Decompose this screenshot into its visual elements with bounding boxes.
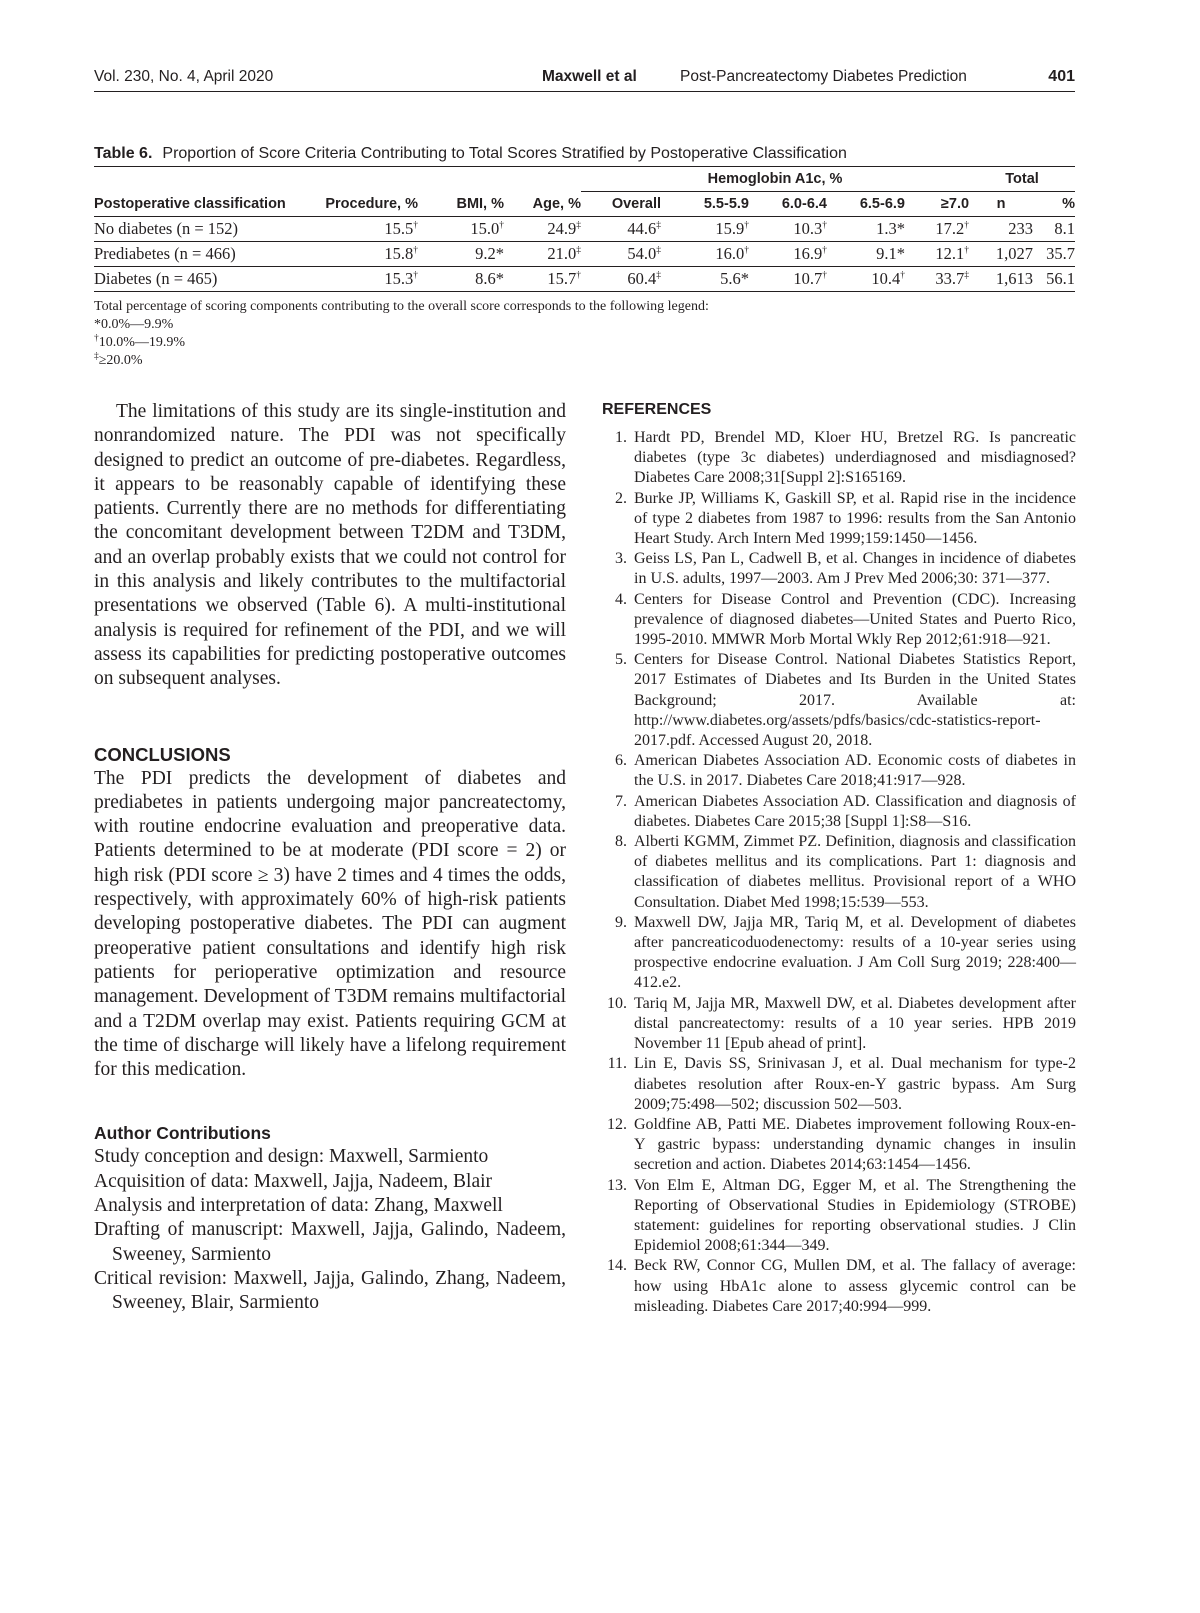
- table-caption-text: Proportion of Score Criteria Contributing to Total Scores Stratified by Postoperative Classification: [162, 145, 847, 162]
- cell-value: 35.7: [1046, 244, 1076, 263]
- contribution-item: Study conception and design: Maxwell, Sarmiento: [94, 1146, 489, 1168]
- reference-item: [602, 1115, 1076, 1176]
- footnote-double-dagger-text: ≥20.0%: [98, 353, 143, 368]
- cell-value: 15.5: [384, 219, 414, 238]
- cell-value: 233: [1008, 219, 1034, 238]
- table-cell: [661, 267, 749, 292]
- significance-marker: †: [900, 270, 905, 281]
- significance-marker: †: [822, 245, 827, 256]
- cell-value: 9.1*: [876, 244, 905, 263]
- reference-item: [602, 1054, 1076, 1115]
- table-cell: [418, 217, 504, 242]
- cell-value: 24.9: [547, 219, 577, 238]
- reference-item: [602, 549, 1076, 589]
- table-cell: [581, 242, 661, 267]
- table-cell: [749, 267, 827, 292]
- reference-number: 10.: [607, 994, 627, 1012]
- significance-marker: †: [744, 245, 749, 256]
- cell-value: 33.7: [935, 269, 965, 288]
- table-cell: [504, 267, 581, 292]
- reference-number: 3.: [615, 550, 627, 568]
- references-heading: REFERENCES: [602, 401, 712, 418]
- reference-number: 1.: [615, 429, 627, 446]
- cell-value: 12.1: [935, 244, 965, 263]
- reference-number: 14.: [607, 1257, 627, 1275]
- reference-number: 6.: [615, 752, 627, 770]
- page-number: 401: [1048, 68, 1075, 85]
- reference-list: [602, 428, 1076, 1317]
- total-group-header: Total: [969, 167, 1075, 192]
- significance-marker: †: [413, 270, 418, 281]
- table-cell: [301, 267, 418, 292]
- reference-number: 7.: [615, 792, 627, 810]
- table-cell: [301, 242, 418, 267]
- cell-value: 56.1: [1046, 269, 1076, 288]
- footnote-dagger-text: 10.0%—19.9%: [98, 335, 186, 350]
- cell-value: 1,613: [995, 269, 1034, 288]
- table-row: [94, 242, 1075, 267]
- row-label: Diabetes (n = 465): [94, 267, 301, 292]
- column-header: n: [969, 192, 1033, 217]
- footnote-star: *0.0%—9.9%: [94, 317, 174, 332]
- table-cell: [969, 242, 1033, 267]
- reference-text: Alberti KGMM, Zimmet PZ. Definition, diagnosis and classification of diabetes mellitus and its complications. Part 1: diagnosis and classification of diabetes mellitus. Provisional report of a WHO Consultation. Diabet Med 1998;15:539—553.: [634, 833, 1076, 911]
- table-cell: [969, 267, 1033, 292]
- reference-number: 4.: [615, 590, 627, 608]
- running-header: [94, 68, 1075, 90]
- reference-number: 2.: [615, 489, 627, 507]
- reference-number: 13.: [607, 1176, 627, 1194]
- cell-value: 16.0: [715, 244, 745, 263]
- footnote-double-dagger: [94, 352, 1075, 370]
- column-header: Postoperative classification: [94, 192, 301, 217]
- author-contributions-heading: Author Contributions: [94, 1123, 271, 1144]
- reference-number: 11.: [607, 1055, 627, 1073]
- column-header: %: [1033, 192, 1075, 217]
- table-cell: [827, 242, 905, 267]
- significance-marker: ‡: [656, 220, 661, 231]
- significance-marker: †: [576, 270, 581, 281]
- table-body: [94, 217, 1075, 292]
- reference-item: [602, 1176, 1076, 1257]
- reference-text: Maxwell DW, Jajja MR, Tariq M, et al. Development of diabetes after pancreaticoduodenectomy: results of a 10-year series using prospective endocrine evaluation. J Am Coll Surg 2019; 228:400—412.e2.: [634, 913, 1076, 992]
- table-cell: [301, 217, 418, 242]
- reference-item: [602, 832, 1076, 913]
- conclusions-heading: CONCLUSIONS: [94, 743, 231, 765]
- table-cell: [418, 267, 504, 292]
- cell-value: 21.0: [547, 244, 577, 263]
- reference-item: [602, 590, 1076, 651]
- column-header: Procedure, %: [301, 192, 418, 217]
- hemoglobin-group-header: Hemoglobin A1c, %: [581, 167, 969, 192]
- cell-value: 1,027: [995, 244, 1034, 263]
- table-6: [94, 144, 1075, 370]
- journal-issue: Vol. 230, No. 4, April 2020: [94, 68, 274, 85]
- reference-number: 9.: [615, 913, 627, 931]
- column-header: 6.5-6.9: [827, 192, 905, 217]
- significance-marker: ‡: [576, 245, 581, 256]
- reference-item: [602, 751, 1076, 791]
- row-label: No diabetes (n = 152): [94, 217, 301, 242]
- dagger-symbol: †: [94, 333, 99, 344]
- limitations-paragraph: The limitations of this study are its single-institution and nonrandomized nature. The PDI was not specifically designed to predict an outcome of pre-diabetes. Regardless, it appears to be reasonably capable of identifying these patients. Currently there are no methods for differentiating the concomitant development between T2DM and T3DM, and an overlap probably exists that we could not control for in this analysis and likely contributes to the multifactorial presentations we observed (Table 6). A multi-institutional analysis is required for refinement of the PDI, and we will assess its capabilities for predicting postoperative outcomes on subsequent analyses.: [94, 401, 566, 690]
- reference-text: Centers for Disease Control and Prevention (CDC). Increasing prevalence of diagnosed diabetes—United States and Puerto Rico, 1995-2010. MMWR Morb Mortal Wkly Rep 2012;61:918—921.: [634, 590, 1076, 649]
- cell-value: 15.9: [715, 219, 745, 238]
- reference-text: Burke JP, Williams K, Gaskill SP, et al. Rapid rise in the incidence of type 2 diabetes from 1987 to 1996: results from the San Antonio Heart Study. Arch Intern Med 1999;159:1450—1456.: [634, 489, 1076, 548]
- running-authors: Maxwell et al: [542, 68, 637, 85]
- reference-item: [602, 913, 1076, 994]
- table-cell: [905, 242, 969, 267]
- reference-text: Beck RW, Connor CG, Mullen DM, et al. The fallacy of average: how using HbA1c alone to assess glycemic control can be misleading. Diabetes Care 2017;40:994—999.: [634, 1257, 1076, 1315]
- table-row: [94, 217, 1075, 242]
- significance-marker: †: [413, 245, 418, 256]
- reference-text: Hardt PD, Brendel MD, Kloer HU, Bretzel RG. Is pancreatic diabetes (type 3c diabetes) underdiagnosed and misdiagnosed? Diabetes Care 2008;31[Suppl 2]:S165169.: [634, 429, 1076, 487]
- reference-text: Geiss LS, Pan L, Cadwell B, et al. Changes in incidence of diabetes in U.S. adults, 1997—2003. Am J Prev Med 2006;30: 371—377.: [634, 550, 1076, 588]
- data-table: [94, 166, 1075, 292]
- reference-item: [602, 428, 1076, 489]
- cell-value: 10.4: [871, 269, 901, 288]
- reference-text: Centers for Disease Control. National Diabetes Statistics Report, 2017 Estimates of Diabetes and Its Burden in the United States Background; 2017. Available at: http://www.diabetes.org/assets/pdfs/basics/cdc-statistics-report-2017.pdf. Accessed August 20, 2018.: [634, 651, 1076, 750]
- table-cell: [827, 217, 905, 242]
- cell-value: 17.2: [935, 219, 965, 238]
- cell-value: 16.9: [793, 244, 823, 263]
- significance-marker: ‡: [576, 220, 581, 231]
- cell-value: 15.8: [384, 244, 414, 263]
- cell-value: 60.4: [627, 269, 657, 288]
- significance-marker: †: [964, 245, 970, 256]
- table-cell: [1033, 242, 1075, 267]
- table-cell: [504, 242, 581, 267]
- table-caption: [94, 144, 1075, 164]
- contribution-item: Acquisition of data: Maxwell, Jajja, Nadeem, Blair: [94, 1170, 493, 1192]
- column-header: BMI, %: [418, 192, 504, 217]
- contribution-item: Critical revision: Maxwell, Jajja, Galindo, Zhang, Nadeem, Sweeney, Blair, Sarmiento: [94, 1267, 566, 1314]
- conclusions-paragraph: The PDI predicts the development of diabetes and prediabetes in patients undergoing major pancreatectomy, with routine endocrine evaluation and preoperative data. Patients determined to be at moderate (PDI score = 2) or high risk (PDI score ≥ 3) have 2 times and 4 times the odds, respectively, with approximately 60% of high-risk patients developing postoperative diabetes. The PDI can augment preoperative patient consultations and identify high risk patients for perioperative optimization and resource management. Development of T3DM remains multifactorial and a T2DM overlap may exist. Patients requiring GCM at the time of discharge will likely have a lifelong requirement for this medication.: [94, 767, 566, 1081]
- contribution-item: Analysis and interpretation of data: Zhang, Maxwell: [94, 1195, 503, 1217]
- cell-value: 1.3*: [876, 219, 905, 238]
- row-label: Prediabetes (n = 466): [94, 242, 301, 267]
- cell-value: 8.1: [1054, 219, 1076, 238]
- column-header: 5.5-5.9: [661, 192, 749, 217]
- cell-value: 15.7: [547, 269, 577, 288]
- table-row: [94, 267, 1075, 292]
- significance-marker: †: [499, 220, 504, 231]
- reference-text: Goldfine AB, Patti ME. Diabetes improvement following Roux-en-Y gastric bypass: understanding dynamic changes in insulin secretion and action. Diabetes 2014;63:1454—1456.: [634, 1115, 1076, 1174]
- table-cell: [749, 242, 827, 267]
- header-rule: [94, 91, 1075, 92]
- footnote-legend: Total percentage of scoring components contributing to the overall score corresponds to the following legend:: [94, 299, 709, 314]
- reference-number: 8.: [615, 833, 627, 851]
- reference-item: [602, 792, 1076, 832]
- table-cell: [827, 267, 905, 292]
- cell-value: 10.3: [793, 219, 823, 238]
- footnote-dagger: [94, 334, 1075, 352]
- reference-text: American Diabetes Association AD. Economic costs of diabetes in the U.S. in 2017. Diabetes Care 2018;41:917—928.: [634, 752, 1076, 790]
- table-cell: [661, 242, 749, 267]
- cell-value: 54.0: [627, 244, 657, 263]
- cell-value: 5.6*: [720, 269, 749, 288]
- contribution-item: Drafting of manuscript: Maxwell, Jajja, Galindo, Nadeem, Sweeney, Sarmiento: [94, 1219, 566, 1265]
- table-cell: [418, 242, 504, 267]
- significance-marker: †: [413, 220, 418, 231]
- table-cell: [581, 217, 661, 242]
- cell-value: 44.6: [627, 219, 657, 238]
- cell-value: 15.3: [384, 269, 414, 288]
- table-cell: [1033, 267, 1075, 292]
- column-header: 6.0-6.4: [749, 192, 827, 217]
- reference-item: [602, 1256, 1076, 1317]
- reference-item: [602, 994, 1076, 1055]
- table-cell: [661, 217, 749, 242]
- significance-marker: ‡: [656, 245, 661, 256]
- table-cell: [581, 267, 661, 292]
- significance-marker: †: [822, 270, 827, 281]
- significance-marker: ‡: [656, 270, 661, 281]
- table-cell: [1033, 217, 1075, 242]
- significance-marker: †: [744, 220, 749, 231]
- significance-marker: †: [964, 220, 970, 231]
- reference-item: [602, 650, 1076, 751]
- cell-value: 10.7: [793, 269, 823, 288]
- double-dagger-symbol: ‡: [94, 351, 99, 362]
- reference-text: American Diabetes Association AD. Classification and diagnosis of diabetes. Diabetes Care 2015;38 [Suppl 1]:S8—S16.: [634, 792, 1076, 830]
- running-title: Post-Pancreatectomy Diabetes Prediction: [680, 68, 967, 85]
- column-header-row: [94, 192, 1075, 217]
- table-cell: [905, 267, 969, 292]
- table-cell: [504, 217, 581, 242]
- reference-number: 12.: [607, 1115, 627, 1133]
- table-cell: [749, 217, 827, 242]
- author-contributions-list: [94, 1145, 566, 1315]
- table-cell: [905, 217, 969, 242]
- significance-marker: †: [822, 220, 827, 231]
- column-header: Age, %: [504, 192, 581, 217]
- header-spacer: [94, 167, 581, 192]
- cell-value: 8.6*: [475, 269, 504, 288]
- column-header: Overall: [581, 192, 661, 217]
- table-footnotes: [94, 298, 1075, 370]
- column-header: ≥7.0: [905, 192, 969, 217]
- cell-value: 9.2*: [475, 244, 504, 263]
- reference-number: 5.: [615, 651, 627, 669]
- left-column: [94, 400, 566, 1316]
- reference-item: [602, 489, 1076, 550]
- reference-text: Von Elm E, Altman DG, Egger M, et al. The Strengthening the Reporting of Observational Studies in Epidemiology (STROBE) statement: guidelines for reporting observational studies. J Clin Epidemiol 2008;61:344—349.: [634, 1176, 1076, 1255]
- significance-marker: ‡: [964, 270, 970, 281]
- reference-text: Lin E, Davis SS, Srinivasan J, et al. Dual mechanism for type-2 diabetes resolution after Roux-en-Y gastric bypass. Am Surg 2009;75:498—502; discussion 502—503.: [634, 1055, 1076, 1113]
- table-cell: [969, 217, 1033, 242]
- reference-text: Tariq M, Jajja MR, Maxwell DW, et al. Diabetes development after distal pancreatectomy: results of a 10 year series. HPB 2019 November 11 [Epub ahead of print].: [634, 994, 1076, 1053]
- cell-value: 15.0: [470, 219, 500, 238]
- references-column: [602, 400, 1076, 1317]
- table-label: Table 6.: [94, 145, 153, 162]
